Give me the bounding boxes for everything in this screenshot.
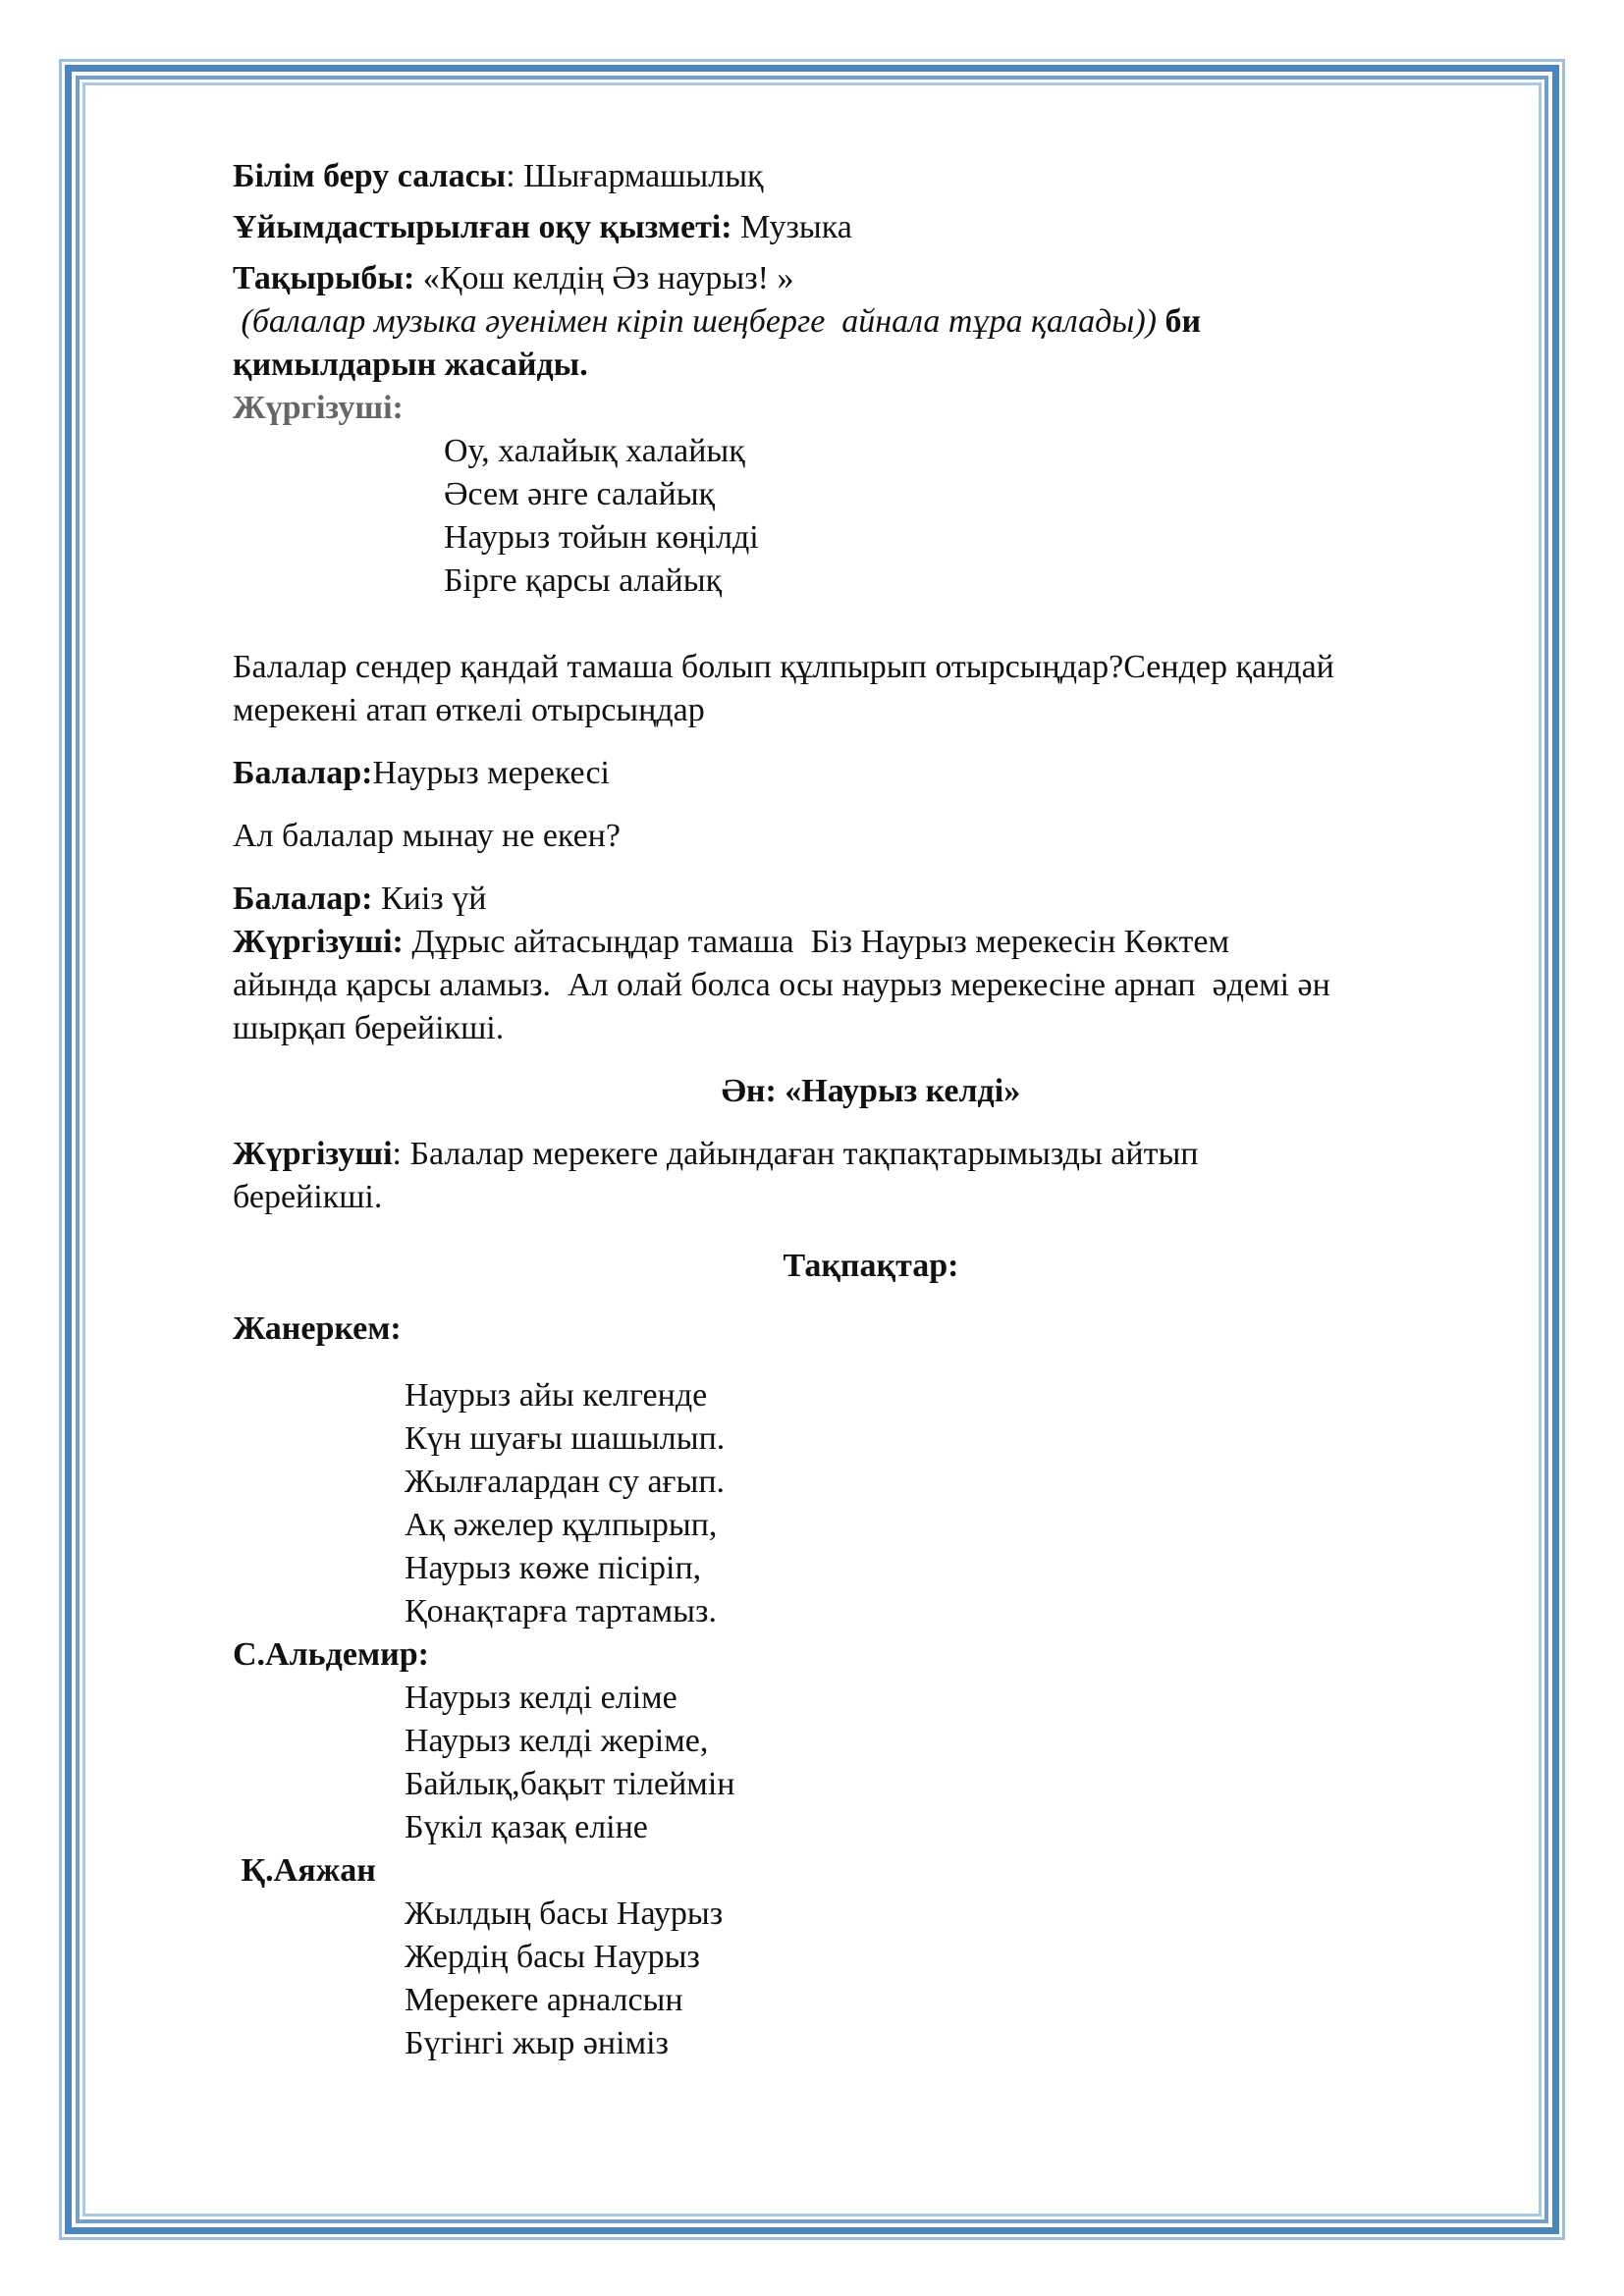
question-line-2: Ал балалар мынау не екен? [233, 818, 621, 854]
host-label: Жүргізуші [233, 1136, 393, 1172]
intro-italic: (балалар музыка әуенімен кіріп шеңберге айнала тұра қалады)) [233, 303, 1157, 340]
poem-line: Қонақтарға тартамыз. [405, 1593, 717, 1629]
question-paragraph [233, 646, 1509, 732]
poem-line: Күн шуағы шашылып. [405, 1420, 726, 1457]
host-paragraph-line: шырқап берейікші. [233, 1010, 505, 1046]
poem-line: Байлық,бақыт тілеймін [405, 1766, 735, 1802]
host-paragraph-line: айында қарсы аламыз. Ал олай болса осы наурыз мерекесіне арнап әдемі ән [233, 967, 1330, 1003]
question-line: мерекені атап өткелі отырсыңдар [233, 692, 705, 728]
poem-line: Бірге қарсы алайық [444, 562, 723, 599]
answer-line-1 [233, 752, 1509, 795]
answer-line-2 [233, 878, 1509, 921]
poem-line: Наурыз көже пісіріп, [405, 1550, 702, 1586]
host-paragraph-line [233, 921, 1509, 964]
host-text: : Балалар мерекеге дайындаған тақпақтарымызды айтып [392, 1136, 1199, 1172]
poem-author: С.Альдемир: [233, 1636, 429, 1673]
poem-author: Қ.Аяжан [233, 1852, 376, 1889]
topic-label: Тақырыбы: [233, 260, 415, 296]
answer-text: Киіз үй [372, 881, 487, 917]
education-field-line [233, 155, 1509, 198]
children-label: Балалар: [233, 881, 373, 917]
children-label: Балалар: [233, 755, 373, 791]
education-field-value: : Шығармашылық [506, 158, 764, 194]
host-label: Жүргізуші: [233, 390, 404, 426]
poem-line: Әсем әнге салайық [444, 476, 716, 512]
topic-line [233, 257, 1509, 300]
song-title: Ән: «Наурыз келді» [721, 1073, 1021, 1109]
host-paragraph-2 [233, 921, 1509, 1050]
poem-line: Наурыз айы келгенде [405, 1377, 708, 1414]
poem-author: Жанеркем: [233, 1310, 402, 1347]
question-line: Балалар сендер қандай тамаша болып құлпырып отырсыңдар?Сендер қандай [233, 649, 1334, 685]
host-text: Дұрыс айтасыңдар тамаша Біз Наурыз мерекесін Көктем [403, 924, 1229, 960]
poem-block [233, 1677, 1509, 1849]
host-paragraph-line: берейікші. [233, 1179, 383, 1215]
host-label: Жүргізуші: [233, 924, 404, 960]
activity-value: Музыка [731, 209, 852, 245]
education-field-label: Білім беру саласы [233, 158, 507, 194]
document-body [233, 155, 1509, 2065]
answer-text: Наурыз мерекесі [372, 755, 611, 791]
poem-line: Наурыз тойын көңілді [444, 519, 759, 556]
poem-line: Бүгінгі жыр әніміз [405, 2025, 669, 2061]
poem-line: Бүкіл қазақ еліне [405, 1809, 648, 1845]
poems-title: Тақпақтар: [783, 1248, 959, 1284]
poem-line: Наурыз келді еліме [405, 1680, 677, 1716]
topic-value: «Қош келдің Әз наурыз! » [414, 260, 794, 296]
activity-label: Ұйымдастырылған оқу қызметі: [233, 209, 732, 245]
host-paragraph-line [233, 1133, 1509, 1176]
intro-line-2: қимылдарын жасайды. [233, 347, 588, 383]
activity-line [233, 206, 1509, 249]
intro-bold-tail: би [1156, 303, 1202, 340]
host-paragraph-3 [233, 1133, 1509, 1219]
poem-line: Оу, халайық халайық [444, 433, 745, 469]
poem-line: Жылдың басы Наурыз [405, 1896, 724, 1932]
poem-line: Ақ әжелер құлпырып, [405, 1507, 718, 1543]
poem-line: Жылғалардан су ағып. [405, 1464, 726, 1500]
poem-line: Наурыз келді жеріме, [405, 1723, 709, 1759]
poem-line: Жердің басы Наурыз [405, 1939, 700, 1975]
poem-block [233, 1374, 1509, 1633]
intro-line-1 [233, 300, 1509, 344]
host-poem [233, 430, 1509, 603]
poem-block [233, 1893, 1509, 2065]
poem-line: Мерекеге арналсын [405, 1982, 683, 2018]
